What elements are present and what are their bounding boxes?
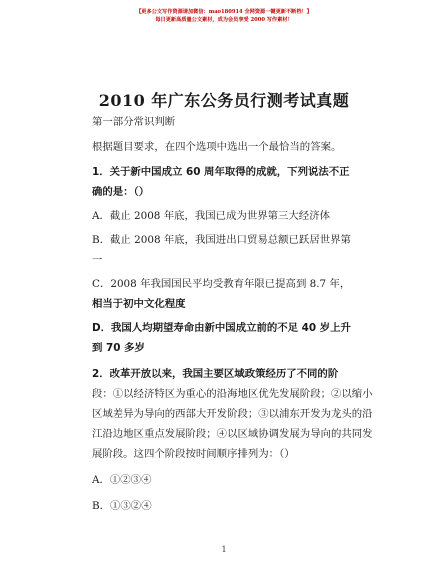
q2-stem-line-5: 展阶段。这四个阶段按时间顺序排列为：（） [92, 448, 295, 460]
q2-stem-line-2: 段：①以经济特区为重心的沿海地区优先发展阶段；②以缩小 [92, 388, 373, 400]
q1-stem-line-2: 确的是：（） [92, 186, 150, 198]
q1-option-c-line-2: 相当于初中文化程度 [92, 298, 186, 310]
instruction-text: 根据题目要求，在四个选项中选出一个最恰当的答案。 [92, 141, 342, 153]
document-title: 2010 年广东公务员行测考试真题 [98, 91, 350, 110]
q1-stem-line-1: 1．关于新中国成立 60 周年取得的成就，下列说法不正 [92, 166, 350, 178]
promo-line-2: 每日更新高质量公文素材，成为会员享受 2000 写作素材！ [155, 17, 293, 23]
q2-stem-line-4: 江沿边地区重点发展阶段；④以区域协调发展为导向的共同发 [92, 428, 373, 440]
promo-line-1: 【更多公文写作资源请加微信：mao180914 全网资源一键更新不断档！】 [136, 9, 312, 15]
promo-header [0, 8, 448, 24]
q1-option-b-line-1: B．截止 2008 年底，我国进出口贸易总额已跃居世界第 [92, 234, 351, 246]
q1-option-d-line-2: 到 70 多岁 [92, 342, 145, 354]
q2-stem-line-1: 2．改革开放以来，我国主要区域政策经历了不同的阶 [92, 368, 339, 380]
q1-option-c-line-1: C．2008 年我国国民平均受教育年限已提高到 8.7 年， [92, 278, 351, 290]
q2-option-a: A．①②③④ [92, 474, 152, 486]
q1-option-a: A．截止 2008 年底，我国已成为世界第三大经济体 [92, 210, 330, 222]
q2-option-b: B．①③②④ [92, 500, 152, 512]
q2-stem-line-3: 区域差异为导向的西部大开发阶段；③以浦东开发为龙头的沿 [92, 408, 373, 420]
q1-option-b-line-2: 一 [92, 254, 103, 266]
q1-option-d-line-1: D．我国人均期望寿命由新中国成立前的不足 40 岁上升 [92, 322, 351, 334]
page-number: 1 [221, 545, 227, 554]
section-heading: 第一部分常识判断 [92, 116, 176, 128]
